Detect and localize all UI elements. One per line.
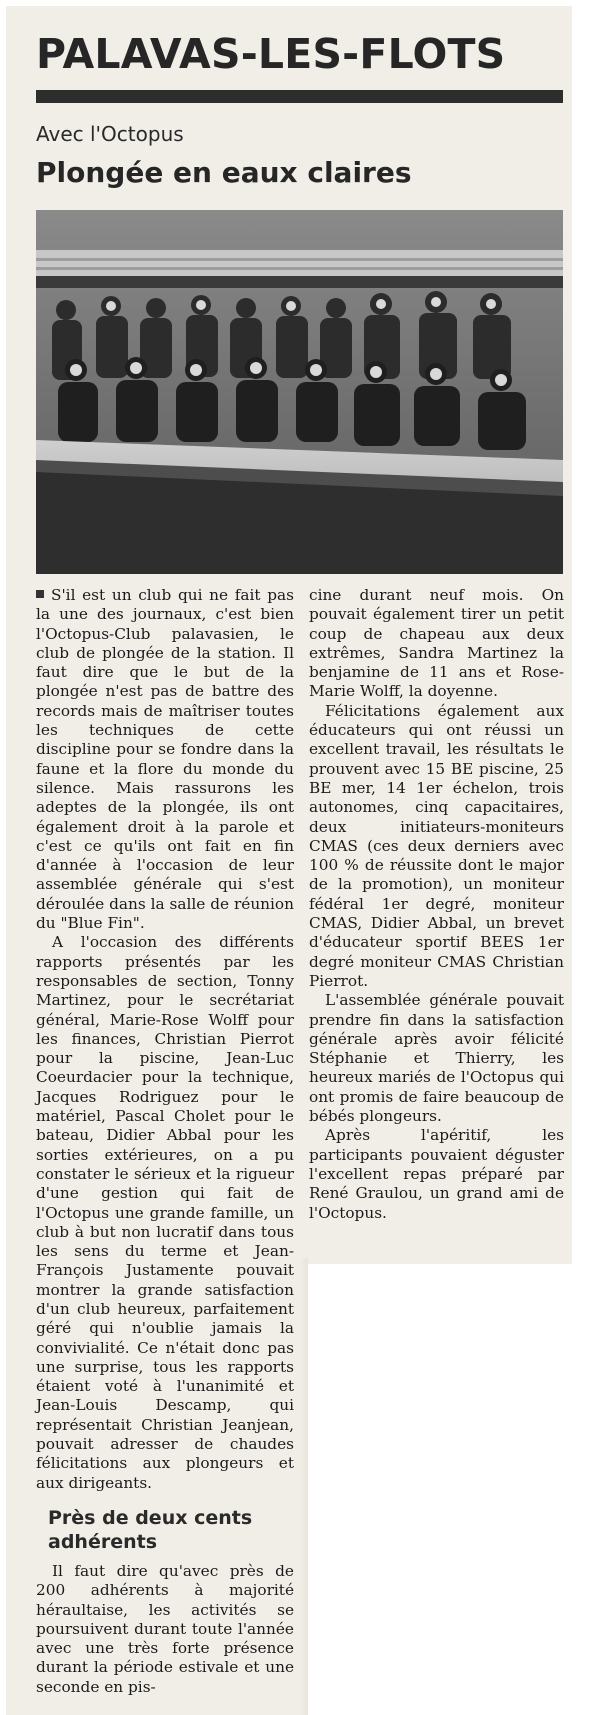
page-title: PALAVAS-LES-FLOTS xyxy=(36,30,506,78)
article-headline: Plongée en eaux claires xyxy=(36,156,412,189)
article-kicker: Avec l'Octopus xyxy=(36,122,184,146)
article-paragraph: L'assemblée générale pouvait prendre fin dans la satisfaction générale après avoir félicité Stéphanie et Thierry, les heureux mariés de l'Octopus qui ont promis de faire beaucoup de bébés plongeurs. xyxy=(309,991,564,1126)
group-photo xyxy=(36,210,563,574)
article-paragraph xyxy=(36,586,294,933)
bullet-icon xyxy=(36,590,44,598)
article-paragraph: A l'occasion des différents rapports présentés par les responsables de section, Tonny Martinez, pour le secrétariat général, Marie-Rose Wolff pour les finances, Christian Pierrot pour la piscine, Jean-Luc Coeurdacier pour la technique, Jacques Rodriguez pour le matériel, Pascal Cholet pour le bateau, Didier Abbal pour les sorties extérieures, on a pu constater le sérieux et la rigueur d'une gestion qui fait de l'Octopus une grande famille, un club à but non lucratif dans tous les sens du terme et Jean-François Justamente pouvait montrer la grande satisfaction d'un club heureux, parfaitement géré qui n'oublie jamais la convivialité. Ce n'était donc pas une surprise, tous les rapports étaient voté à l'unanimité et Jean-Louis Descamp, qui représentait Christian Jeanjean, pouvait adresser de chaudes félicitations aux plongeurs et aux dirigeants. xyxy=(36,933,294,1492)
article-column-left xyxy=(36,586,294,1493)
article-paragraph: Félicitations également aux éducateurs qui ont réussi un excellent travail, les résultats le prouvent avec 15 BE piscine, 25 BE mer, 14 1er échelon, trois autonomes, cinq capacitaires, deux initiateurs-moniteurs CMAS (ces deux derniers avec 100 % de réussite dont le major de la promotion), un moniteur fédéral 1er degré, moniteur CMAS, Didier Abbal, un brevet d'éducateur sportif BEES 1er degré moniteur CMAS Christian Pierrot. xyxy=(309,701,564,990)
article-paragraph: Après l'apéritif, les participants pouvaient déguster l'excellent repas préparé par René Graulou, un grand ami de l'Octopus. xyxy=(309,1126,564,1222)
clipping-edge xyxy=(300,1258,308,1715)
article-paragraph: Il faut dire qu'avec près de 200 adhérents à majorité héraultaise, les activités se poursuivent durant toute l'année avec une très forte présence durant la période estivale et une seconde en pis- xyxy=(36,1562,294,1696)
article-column-right xyxy=(309,586,564,1223)
title-rule xyxy=(36,90,563,103)
paragraph-text: S'il est un club qui ne fait pas la une des journaux, c'est bien l'Octopus-Club palavasien, le club de plongée de la station. Il faut dire que le but de la plongée n'est pas de battre des records mais de maîtriser toutes les techniques de cette discipline pour se fondre dans la faune et la flore du monde du silence. Mais rassurons les adeptes de la plongée, ils ont également droit à la parole et c'est ce qu'ils ont fait en fin d'année à l'occasion de leur assemblée générale qui s'est déroulée dans la salle de réunion du "Blue Fin". xyxy=(36,586,294,933)
article-paragraph: cine durant neuf mois. On pouvait également tirer un petit coup de chapeau aux deux extrêmes, Sandra Martinez la benjamine de 11 ans et Rose-Marie Wolff, la doyenne. xyxy=(309,586,564,701)
group-photo-illustration xyxy=(36,210,563,574)
article-column-left-continued xyxy=(36,1562,294,1697)
article-subheading: Près de deux cents adhérents xyxy=(48,1507,253,1553)
